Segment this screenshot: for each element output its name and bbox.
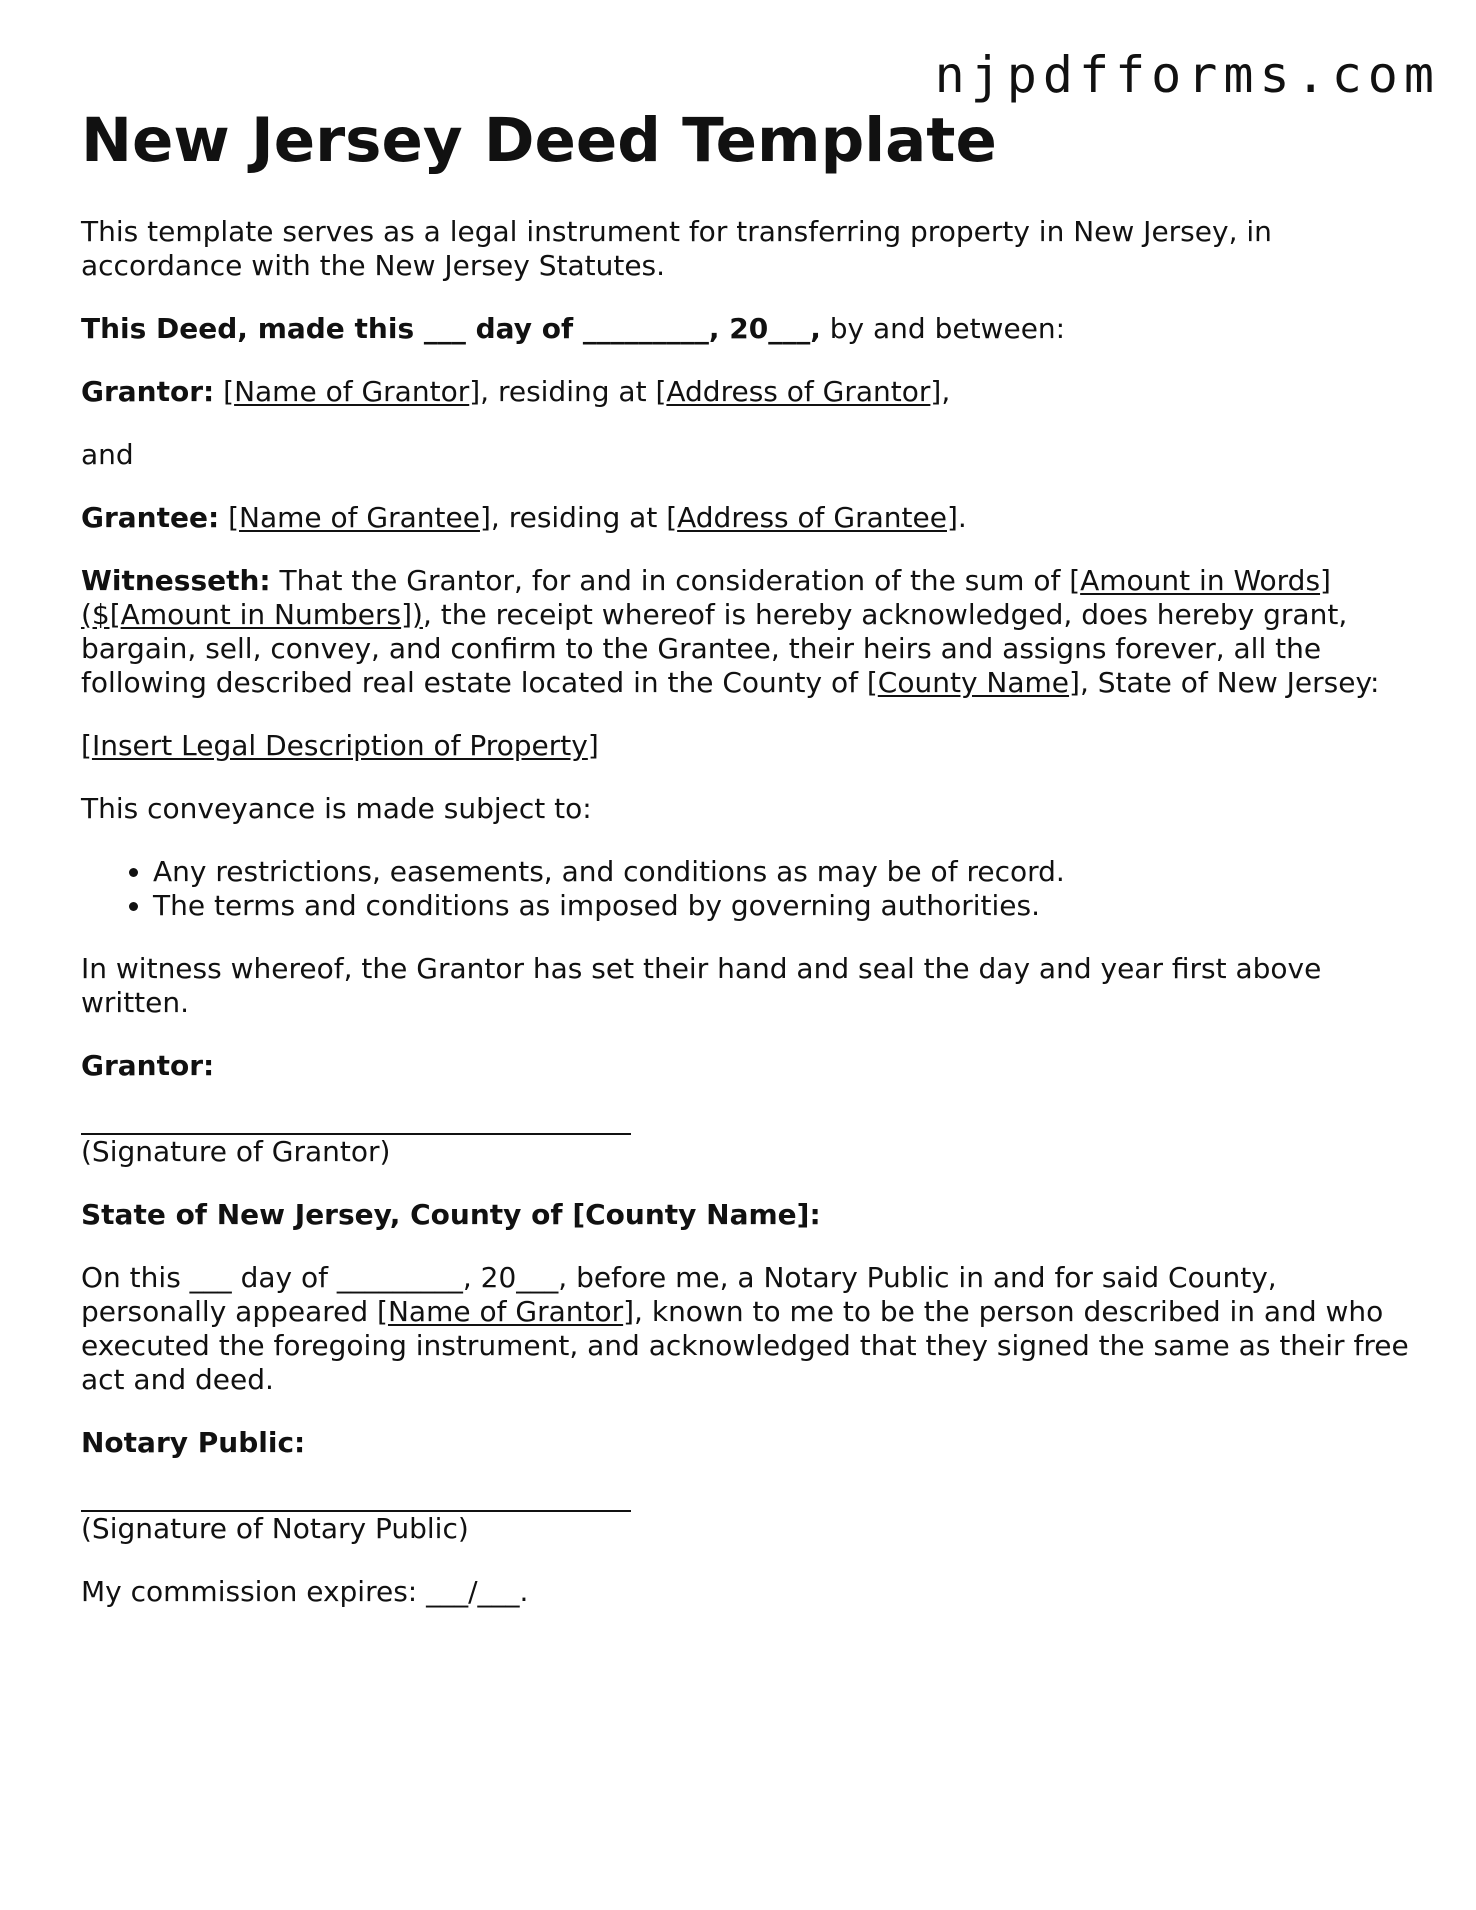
county-name-field: County Name	[877, 666, 1070, 699]
deed-date-bold: This Deed, made this ___ day of _________, 20___,	[81, 312, 821, 345]
bracket-open: [	[214, 375, 235, 408]
witnesseth-text: ], State of New Jersey:	[1069, 666, 1380, 699]
grantor-residing-text: ], residing at [	[469, 375, 667, 408]
grantee-label: Grantee:	[81, 501, 220, 534]
grantor-signature-heading: Grantor:	[81, 1049, 215, 1082]
notary-signature-heading: Notary Public:	[81, 1426, 306, 1459]
and-text: and	[81, 438, 134, 471]
notary-heading	[81, 1198, 1411, 1232]
conditions-list	[81, 855, 1411, 923]
site-watermark: njpdfforms.com	[934, 46, 1440, 104]
notary-signature-caption: (Signature of Notary Public)	[81, 1512, 469, 1545]
witnesseth-text: That the Grantor, for and in consideration of the sum of [	[270, 564, 1081, 597]
grantor-line	[81, 375, 1411, 409]
witnesseth-paragraph	[81, 564, 1411, 700]
notary-signature-label	[81, 1426, 1411, 1460]
witnesseth-label: Witnesseth:	[81, 564, 271, 597]
grantor-name-field: Name of Grantor	[234, 375, 470, 408]
in-witness-paragraph: In witness whereof, the Grantor has set their hand and seal the day and year first above written.	[81, 952, 1322, 1019]
grantee-residing-text: ], residing at [	[479, 501, 678, 534]
intro-paragraph: This template serves as a legal instrument for transferring property in New Jersey, in accordance with the New Jersey Statutes.	[81, 215, 1272, 282]
grantor-signature-caption: (Signature of Grantor)	[81, 1135, 391, 1168]
bracket-close: ]	[1320, 564, 1331, 597]
deed-date-rest: by and between:	[820, 312, 1066, 345]
witnesseth-text: , the receipt whereof is hereby acknowledged, does hereby grant, bargain, sell, convey, and confirm to the Grantee, their heirs and assigns forever, all the following described real estate located in the County of [	[81, 598, 1348, 699]
amount-numbers-field: Amount in Numbers	[120, 598, 402, 631]
deed-date-line	[81, 312, 1411, 346]
amount-words-field: Amount in Words	[1080, 564, 1321, 597]
list-item: • The terms and conditions as imposed by governing authorities.	[153, 889, 1411, 923]
amount-numbers-suffix: ])	[401, 598, 423, 631]
notary-text: ], known to me to be the person described in and who executed the foregoing instrument, and acknowledged that they signed the same as their free act and deed.	[81, 1295, 1409, 1396]
amount-numbers-prefix: ($[	[81, 598, 121, 631]
grantor-signature-label	[81, 1049, 1411, 1083]
grantee-line	[81, 501, 1411, 535]
grantor-address-field: Address of Grantor	[666, 375, 931, 408]
bracket-close: ].	[946, 501, 967, 534]
notary-grantor-name-field: Name of Grantor	[387, 1295, 624, 1328]
legal-description	[81, 729, 1411, 763]
bracket-open: [	[219, 501, 240, 534]
grantor-label: Grantor:	[81, 375, 215, 408]
notary-heading-text: State of New Jersey, County of [County Name]:	[81, 1198, 821, 1231]
bracket-close: ]	[587, 729, 599, 762]
notary-paragraph	[81, 1261, 1411, 1397]
bracket-close: ],	[930, 375, 951, 408]
grantee-address-field: Address of Grantee	[677, 501, 947, 534]
bracket-open: [	[81, 729, 92, 762]
notary-text: On this ___ day of _________, 20___, before me, a Notary Public in and for said County, personally appeared [	[81, 1261, 1277, 1328]
commission-expiry: My commission expires: ___/___.	[81, 1575, 529, 1608]
page-title: New Jersey Deed Template	[81, 105, 997, 176]
grantor-signature-block	[81, 1133, 1411, 1169]
deed-document	[81, 104, 1411, 1609]
subject-to-text: This conveyance is made subject to:	[81, 792, 592, 825]
list-item: • Any restrictions, easements, and conditions as may be of record.	[153, 855, 1411, 889]
grantee-name-field: Name of Grantee	[239, 501, 480, 534]
notary-signature-block	[81, 1510, 1411, 1546]
legal-description-field: Insert Legal Description of Property	[91, 729, 588, 762]
